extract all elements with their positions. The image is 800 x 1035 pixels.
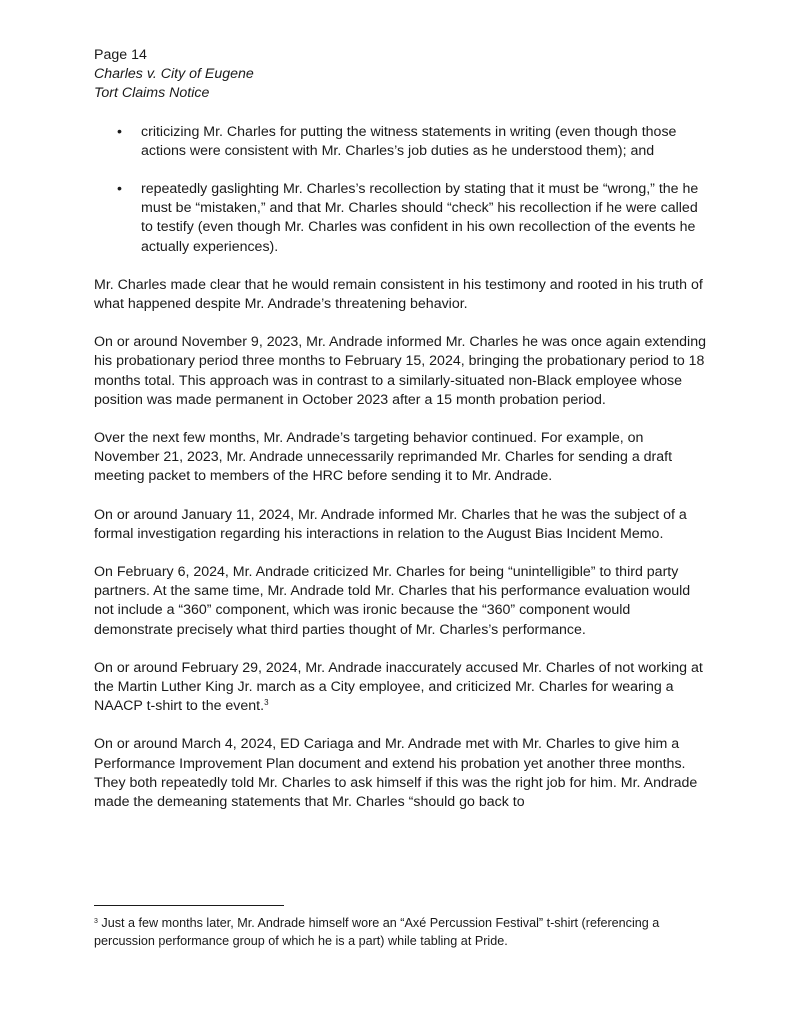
paragraph: On or around January 11, 2024, Mr. Andrade informed Mr. Charles that he was the subject of a formal investigation regarding his interactions in relation to the August Bias Incident Memo.	[94, 506, 687, 542]
case-caption: Charles v. City of Eugene	[94, 66, 254, 83]
footnote	[94, 914, 706, 950]
paragraph	[94, 659, 706, 717]
footnote-text: Just a few months later, Mr. Andrade himself wore an “Axé Percussion Festival” t-shirt (referencing a percussion performance group of which he is a part) while tabling at Pride.	[94, 916, 660, 948]
page-number: Page 14	[94, 47, 147, 63]
paragraph: On February 6, 2024, Mr. Andrade criticized Mr. Charles for being “unintelligible” to third party partners. At the same time, Mr. Andrade told Mr. Charles that his performance evaluation would not include a “360” component, which was ironic because the “360” component would demonstrate precisely what third parties thought of Mr. Charles’s performance.	[94, 564, 691, 638]
document-title: Tort Claims Notice	[94, 85, 210, 102]
paragraph: On or around March 4, 2024, ED Cariaga and Mr. Andrade met with Mr. Charles to give him a Performance Improvement Plan document and extend his probation yet another three months. They both repeatedly told Mr. Charles to ask himself if this was the right job for him. Mr. Andrade made the demeaning statements that Mr. Charles “should go back to	[94, 736, 698, 811]
document-page	[94, 46, 706, 831]
list-item-text: criticizing Mr. Charles for putting the witness statements in writing (even though those actions were consistent with Mr. Charles’s job duties as he understood them); and	[141, 123, 677, 159]
paragraph-text: On or around February 29, 2024, Mr. Andrade inaccurately accused Mr. Charles of not working at the Martin Luther King Jr. march as a City employee, and criticized Mr. Charles for wearing a NAACP t-shirt to the event.	[94, 659, 703, 715]
bullet-icon: •	[117, 123, 122, 140]
footnote-divider	[94, 905, 284, 906]
footnote-reference[interactable]: 3	[264, 698, 269, 708]
list-item	[94, 180, 706, 257]
footnote-number: 3	[94, 918, 98, 925]
bullet-list	[94, 123, 706, 257]
page-header	[94, 46, 706, 104]
paragraph: Over the next few months, Mr. Andrade’s targeting behavior continued. For example, on November 21, 2023, Mr. Andrade unnecessarily reprimanded Mr. Charles for sending a draft meeting packet to members of the HRC before sending it to Mr. Andrade.	[94, 430, 673, 485]
list-item	[94, 123, 706, 161]
paragraph: Mr. Charles made clear that he would remain consistent in his testimony and rooted in his truth of what happened despite Mr. Andrade’s threatening behavior.	[94, 276, 703, 313]
paragraph: On or around November 9, 2023, Mr. Andrade informed Mr. Charles he was once again extending his probationary period three months to February 15, 2024, bringing the probationary period to 18 months total. This approach was in contrast to a similarly-situated non-Black employee whose position was made permanent in October 2023 after a 15 month probation period.	[94, 334, 706, 408]
list-item-text: repeatedly gaslighting Mr. Charles’s recollection by stating that it must be “wrong,” the he must be “mistaken,” and that Mr. Charles should “check” his recollection if he were called to testify (even though Mr. Charles was confident in his own recollection of the events he actually experiences).	[141, 181, 699, 255]
bullet-icon: •	[117, 181, 122, 198]
